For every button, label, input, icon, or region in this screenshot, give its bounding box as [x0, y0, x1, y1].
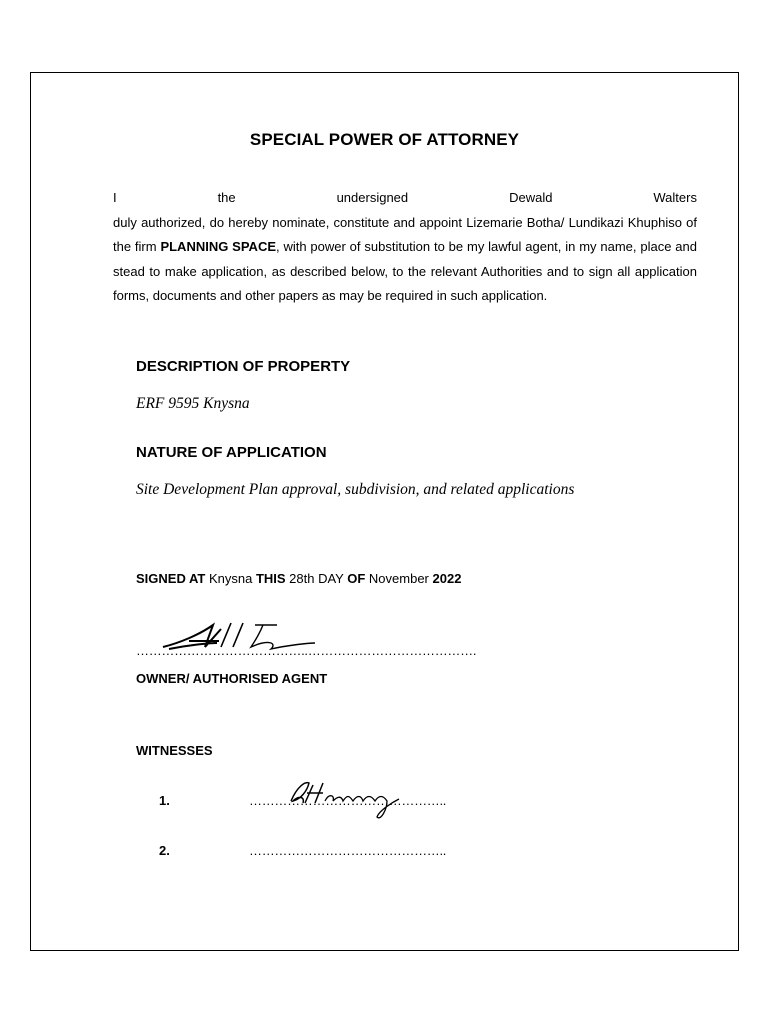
witness-1-signature [283, 777, 403, 827]
signed-line [136, 571, 461, 586]
intro-line [113, 186, 697, 211]
paragraph-text-b: , with power of substitution to be my lawful agent, in my name, place and stead to make application, as described below, to the relevant Authorities and to sign all application forms, documents and other papers as may be required in such application. [113, 239, 697, 304]
witness-1-line: ……………………………………….. [249, 793, 447, 808]
signed-day: 28th DAY [285, 571, 348, 586]
signed-month: November [365, 571, 433, 586]
signed-place: Knysna [205, 571, 256, 586]
of-label: OF [347, 571, 366, 586]
document-page [30, 72, 739, 951]
intro-word: Walters [653, 190, 697, 205]
signed-at-label: SIGNED AT [136, 571, 206, 586]
property-value: ERF 9595 Knysna [136, 395, 250, 412]
signed-year: 2022 [432, 571, 462, 586]
owner-label: OWNER/ AUTHORISED AGENT [136, 671, 328, 686]
application-value: Site Development Plan approval, subdivision, and related applications [136, 481, 575, 498]
witness-2-line: ……………………………………….. [249, 843, 447, 858]
witness-1-number: 1. [159, 793, 170, 808]
witness-2-number: 2. [159, 843, 170, 858]
paragraph-text-a: duly authorized, do hereby nominate, constitute and appoint Lizemarie Botha/ Lundikazi Khuphiso of the firm [113, 214, 697, 255]
this-label: THIS [255, 571, 286, 586]
intro-word: I [113, 190, 117, 205]
witnesses-label: WITNESSES [136, 743, 213, 758]
application-heading: NATURE OF APPLICATION [136, 444, 327, 461]
property-heading: DESCRIPTION OF PROPERTY [136, 358, 351, 375]
authorization-paragraph [113, 186, 697, 309]
owner-signature-line: …………………………………..…………………………………. [136, 643, 477, 658]
intro-word: Dewald [509, 190, 553, 205]
intro-word: the [217, 190, 236, 205]
paragraph-body [113, 211, 697, 309]
firm-name: PLANNING SPACE [160, 239, 276, 255]
document-title: SPECIAL POWER OF ATTORNEY [249, 130, 520, 149]
intro-word: undersigned [336, 190, 409, 205]
